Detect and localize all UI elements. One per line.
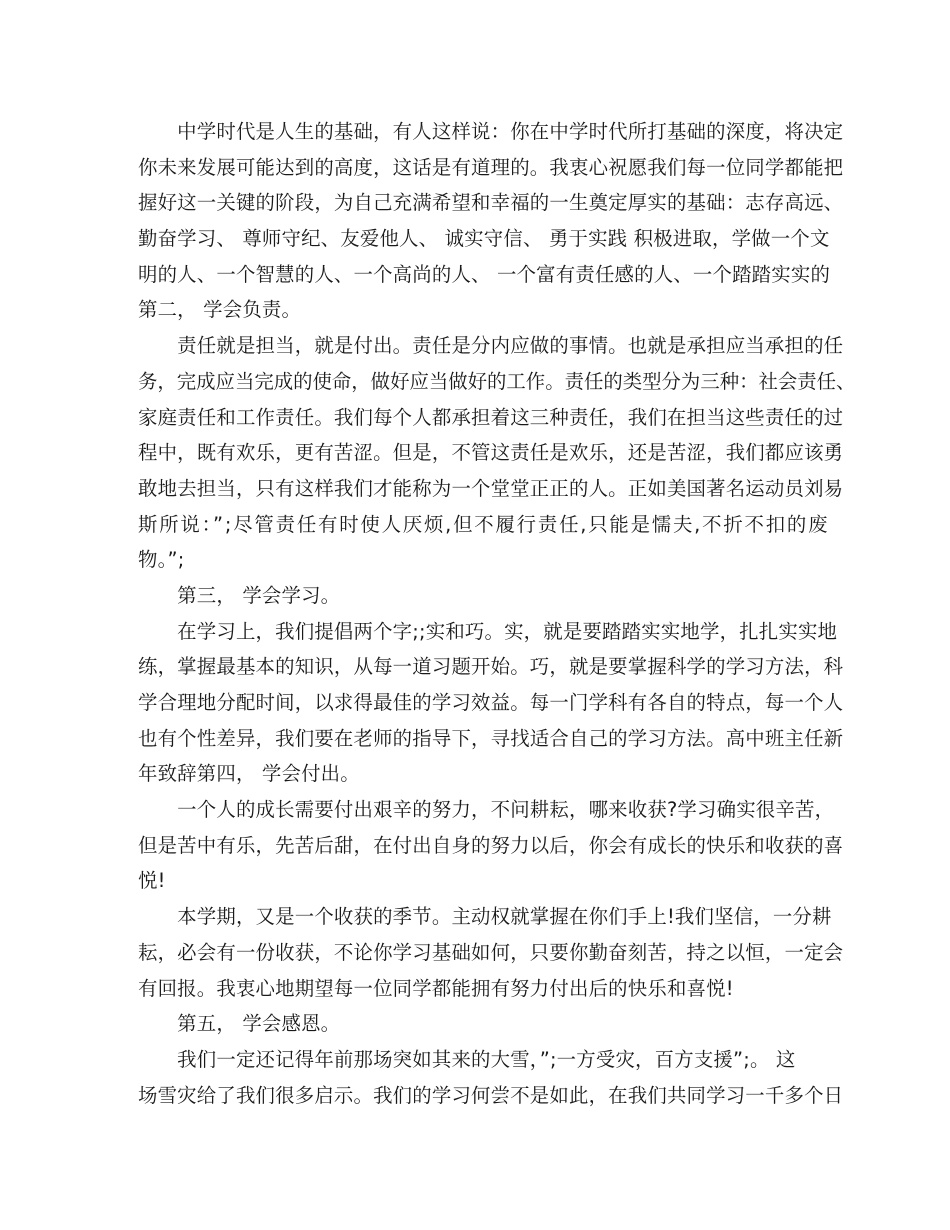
text-line: 程中，既有欢乐，更有苦涩。但是，不管这责任是欢乐，还是苦涩，我们都应该勇 xyxy=(138,441,844,465)
text-line: 我们一定还记得年前那场突如其来的大雪，”;一方受灾，百方支援”;。 这 xyxy=(138,1047,796,1071)
text-line: 斯所说：”;尽管责任有时使人厌烦,但不履行责任,只能是懦夫,不折不扣的废 xyxy=(138,512,830,536)
section-heading: 第五， 学会感恩。 xyxy=(138,1012,341,1036)
text-line: 握好这一关键的阶段，为自己充满希望和幸福的一生奠定厚实的基础：志存高远、 xyxy=(138,191,844,215)
text-line: 在学习上，我们提倡两个字;;实和巧。实，就是要踏踏实实地学，扎扎实实地 xyxy=(138,619,838,643)
text-line: 也有个性差异，我们要在老师的指导下，寻找适合自己的学习方法。高中班主任新 xyxy=(138,726,844,750)
text-line: 但是苦中有乐，先苦后甜，在付出自身的努力以后，你会有成长的快乐和收获的喜 xyxy=(138,833,844,857)
text-line: 敢地去担当，只有这样我们才能称为一个堂堂正正的人。正如美国著名运动员刘易 xyxy=(138,476,844,500)
section-heading: 年致辞第四， 学会付出。 xyxy=(138,762,360,786)
text-line: 练，掌握最基本的知识，从每一道习题开始。巧，就是要掌握科学的学习方法，科 xyxy=(138,655,844,679)
text-line: 责任就是担当，就是付出。责任是分内应做的事情。也就是承担应当承担的任 xyxy=(138,334,844,358)
section-heading: 第二， 学会负责。 xyxy=(138,298,302,322)
text-line: 物。”; xyxy=(138,548,185,572)
text-line: 耘，必会有一份收获，不论你学习基础如何，只要你勤奋刻苦，持之以恒，一定会 xyxy=(138,940,844,964)
text-line: 你未来发展可能达到的高度，这话是有道理的。我衷心祝愿我们每一位同学都能把 xyxy=(138,155,844,179)
text-line: 家庭责任和工作责任。我们每个人都承担着这三种责任，我们在担当这些责任的过 xyxy=(138,405,844,429)
text-line: 悦! xyxy=(138,869,166,893)
section-heading: 第三， 学会学习。 xyxy=(138,583,341,607)
text-line: 本学期，又是一个收获的季节。主动权就掌握在你们手上!我们坚信，一分耕 xyxy=(138,905,832,929)
text-line: 勤奋学习、 尊师守纪、友爱他人、 诚实守信、 勇于实践 积极进取，学做一个文 xyxy=(138,227,830,251)
text-line: 学合理地分配时间，以求得最佳的学习效益。每一门学科有各自的特点，每一个人 xyxy=(138,691,844,714)
text-line: 明的人、一个智慧的人、一个高尚的人、 一个富有责任感的人、一个踏踏实实的 xyxy=(138,262,831,286)
text-line: 场雪灾给了我们很多启示。我们的学习何尝不是如此，在我们共同学习一千多个日 xyxy=(138,1083,844,1107)
text-line: 中学时代是人生的基础，有人这样说：你在中学时代所打基础的深度，将决定 xyxy=(138,120,844,143)
document-body xyxy=(138,114,856,1113)
text-line: 务，完成应当完成的使命，做好应当做好的工作。责任的类型分为三种：社会责任、 xyxy=(138,369,856,393)
text-line: 有回报。我衷心地期望每一位同学都能拥有努力付出后的快乐和喜悦! xyxy=(138,976,734,1000)
text-line: 一个人的成长需要付出艰辛的努力，不问耕耘，哪来收获?学习确实很辛苦， xyxy=(138,798,835,822)
